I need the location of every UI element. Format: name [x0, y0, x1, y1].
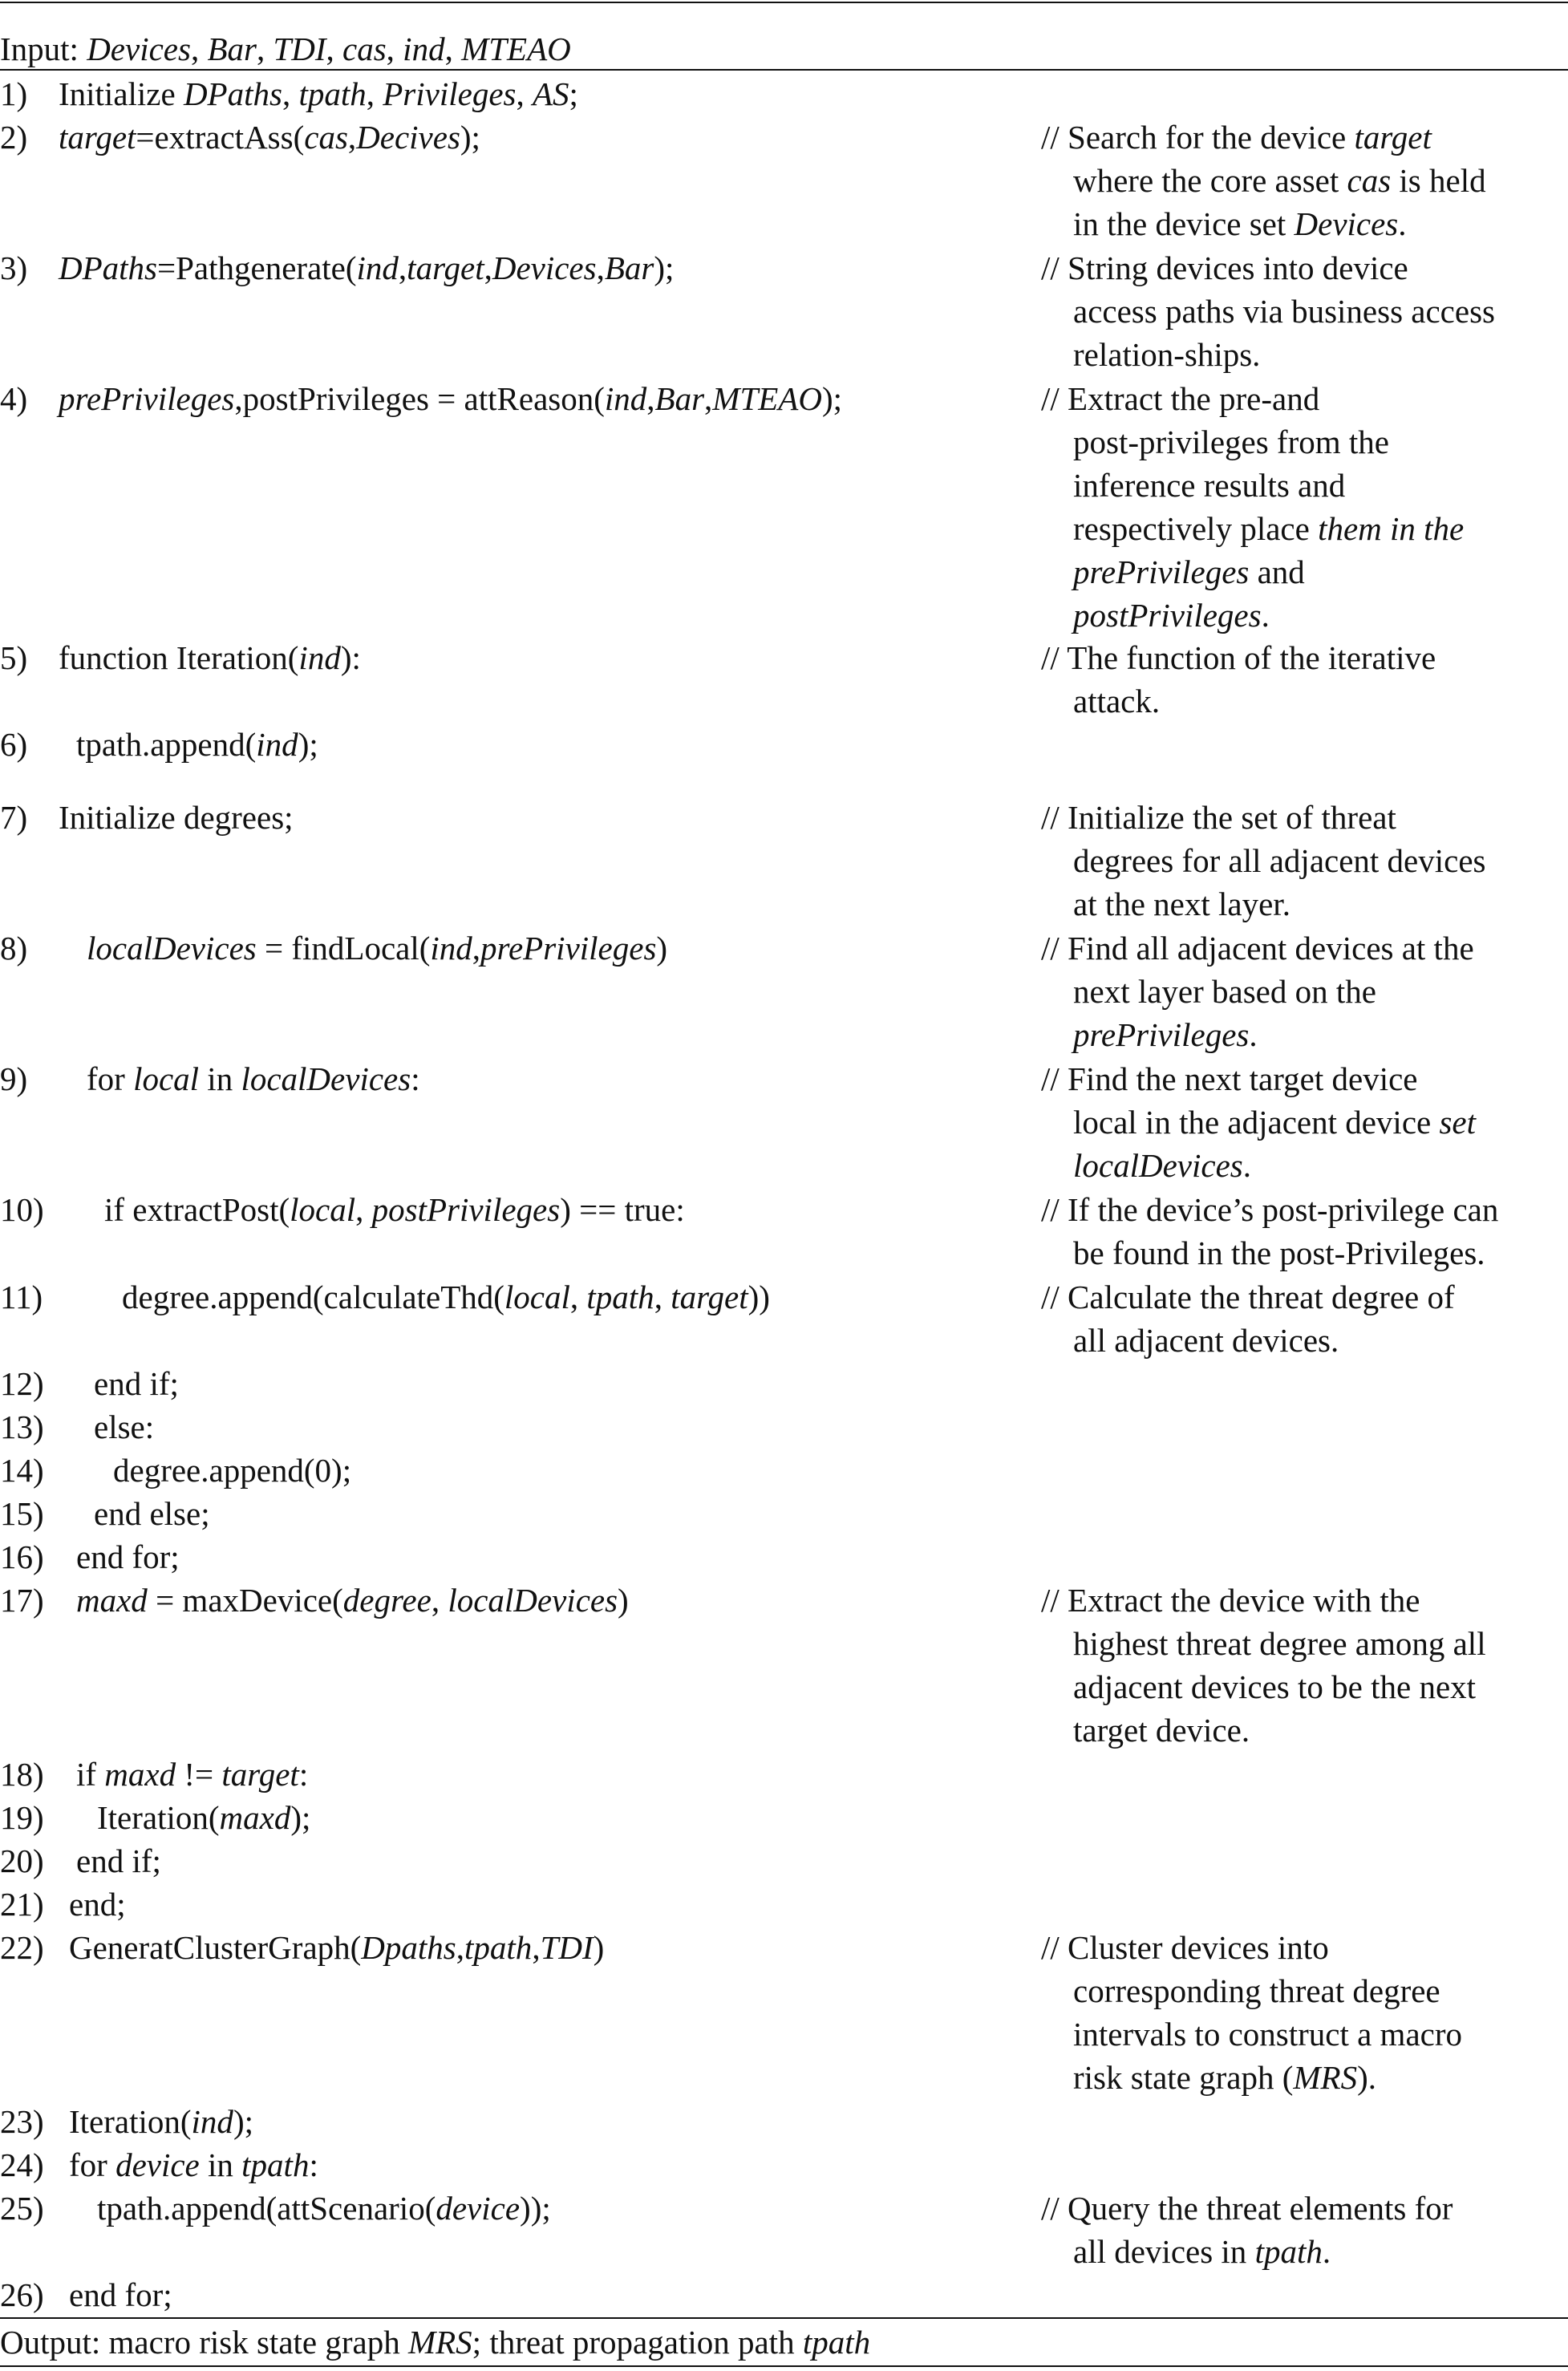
comment-line: in the device set Devices.	[1073, 205, 1407, 242]
step-code: prePrivileges,postPrivileges = attReason(ind,Bar,MTEAO);	[59, 380, 842, 417]
step-comment	[1041, 926, 1566, 1056]
step-number: 17)	[0, 1582, 44, 1619]
step-number: 14)	[0, 1452, 44, 1489]
step-code: else:	[94, 1408, 155, 1445]
step-code: end if;	[94, 1365, 179, 1402]
comment-line: access paths via business access	[1073, 293, 1495, 330]
comment-line: localDevices.	[1073, 1147, 1251, 1184]
comment-line: // If the device’s post-privilege can	[1041, 1191, 1499, 1228]
step-number: 19)	[0, 1799, 44, 1836]
step-code: GeneratClusterGraph(Dpaths,tpath,TDI)	[69, 1929, 605, 1966]
step-number: 13)	[0, 1408, 44, 1445]
comment-line: // Cluster devices into	[1041, 1929, 1329, 1966]
step-number: 16)	[0, 1538, 44, 1575]
step-comment	[1041, 636, 1566, 723]
comment-line: where the core asset cas is held	[1073, 162, 1486, 199]
step-code: Initialize DPaths, tpath, Privileges, AS;	[59, 75, 578, 112]
step-code: for local in localDevices:	[87, 1060, 420, 1097]
step-code: if maxd != target:	[76, 1756, 309, 1793]
step-number: 23)	[0, 2103, 44, 2140]
step-code: Iteration(ind);	[69, 2103, 253, 2140]
step-number: 24)	[0, 2146, 44, 2183]
comment-line: // The function of the iterative	[1041, 639, 1436, 676]
step-number: 3)	[0, 249, 28, 286]
step-comment	[1041, 377, 1566, 637]
step-code: end;	[69, 1886, 126, 1923]
step-code: degree.append(calculateThd(local, tpath, target))	[122, 1279, 770, 1315]
comment-line: // Search for the device target	[1041, 119, 1432, 156]
step-comment	[1041, 1275, 1566, 1362]
comment-line: // Extract the pre-and	[1041, 380, 1320, 417]
comment-line: corresponding threat degree	[1073, 1972, 1440, 2009]
step-number: 25)	[0, 2190, 44, 2227]
step-comment	[1041, 116, 1566, 245]
step-code: end else;	[94, 1495, 210, 1532]
comment-line: relation-ships.	[1073, 336, 1261, 373]
comment-line: highest threat degree among all	[1073, 1625, 1486, 1662]
step-comment	[1041, 1926, 1566, 2099]
comment-line: // Find all adjacent devices at the	[1041, 930, 1474, 967]
step-code: if extractPost(local, postPrivileges) == true:	[104, 1191, 685, 1228]
top-rule	[0, 2, 1568, 3]
comment-line: all devices in tpath.	[1073, 2233, 1331, 2270]
step-number: 4)	[0, 380, 28, 417]
step-code: degree.append(0);	[113, 1452, 352, 1489]
step-comment	[1041, 796, 1566, 926]
comment-line: adjacent devices to be the next	[1073, 1668, 1477, 1705]
step-code: end for;	[69, 2276, 172, 2313]
comment-line: // Find the next target device	[1041, 1060, 1418, 1097]
comment-line: // String devices into device	[1041, 249, 1408, 286]
step-code: function Iteration(ind):	[59, 639, 361, 676]
comment-line: postPrivileges.	[1073, 597, 1270, 634]
bottom-rule	[0, 2365, 1568, 2367]
comment-line: at the next layer.	[1073, 886, 1290, 922]
step-code: tpath.append(ind);	[76, 726, 318, 763]
step-number: 7)	[0, 799, 28, 836]
comment-line: // Initialize the set of threat	[1041, 799, 1396, 836]
comment-line: attack.	[1073, 683, 1161, 719]
comment-line: // Query the threat elements for	[1041, 2190, 1453, 2227]
comment-line: intervals to construct a macro	[1073, 2016, 1462, 2053]
comment-line: respectively place them in the	[1073, 510, 1465, 547]
step-comment	[1041, 246, 1566, 376]
comment-line: target device.	[1073, 1712, 1250, 1749]
step-number: 9)	[0, 1060, 28, 1097]
step-number: 22)	[0, 1929, 44, 1966]
step-comment	[1041, 2187, 1566, 2273]
step-number: 11)	[0, 1279, 43, 1315]
comment-line: all adjacent devices.	[1073, 1322, 1339, 1359]
comment-line: prePrivileges.	[1073, 1016, 1258, 1053]
comment-line: // Extract the device with the	[1041, 1582, 1420, 1619]
step-code: end if;	[76, 1842, 161, 1879]
comment-line: // Calculate the threat degree of	[1041, 1279, 1455, 1315]
comment-line: prePrivileges and	[1073, 553, 1305, 590]
step-number: 26)	[0, 2276, 44, 2313]
step-code: DPaths=Pathgenerate(ind,target,Devices,Bar);	[59, 249, 675, 286]
comment-line: be found in the post-Privileges.	[1073, 1234, 1485, 1271]
step-code: target=extractAss(cas,Decives);	[59, 119, 480, 156]
comment-line: post-privileges from the	[1073, 424, 1389, 460]
step-number: 5)	[0, 639, 28, 676]
step-code: end for;	[76, 1538, 180, 1575]
step-number: 10)	[0, 1191, 44, 1228]
step-comment	[1041, 1057, 1566, 1187]
output-line: Output: macro risk state graph MRS; threat propagation path tpath	[0, 2324, 871, 2361]
step-comment	[1041, 1579, 1566, 1752]
step-code: for device in tpath:	[69, 2146, 318, 2183]
step-number: 8)	[0, 930, 28, 967]
step-code: tpath.append(attScenario(device));	[97, 2190, 551, 2227]
step-comment	[1041, 1188, 1566, 1275]
step-code: Initialize degrees;	[59, 799, 294, 836]
step-number: 15)	[0, 1495, 44, 1532]
step-number: 18)	[0, 1756, 44, 1793]
step-number: 20)	[0, 1842, 44, 1879]
step-number: 1)	[0, 75, 28, 112]
header-rule	[0, 69, 1568, 71]
step-number: 12)	[0, 1365, 44, 1402]
step-number: 2)	[0, 119, 28, 156]
comment-line: inference results and	[1073, 467, 1346, 504]
step-code: maxd = maxDevice(degree, localDevices)	[76, 1582, 629, 1619]
comment-line: local in the adjacent device set	[1073, 1104, 1477, 1141]
comment-line: next layer based on the	[1073, 973, 1376, 1010]
input-line: Input: Devices, Bar, TDI, cas, ind, MTEAO	[0, 30, 571, 67]
step-code: Iteration(maxd);	[97, 1799, 311, 1836]
comment-line: risk state graph (MRS).	[1073, 2059, 1376, 2096]
step-number: 21)	[0, 1886, 44, 1923]
step-number: 6)	[0, 726, 28, 763]
step-code: localDevices = findLocal(ind,prePrivileges)	[87, 930, 668, 967]
footer-rule-top	[0, 2317, 1568, 2319]
comment-line: degrees for all adjacent devices	[1073, 842, 1486, 879]
